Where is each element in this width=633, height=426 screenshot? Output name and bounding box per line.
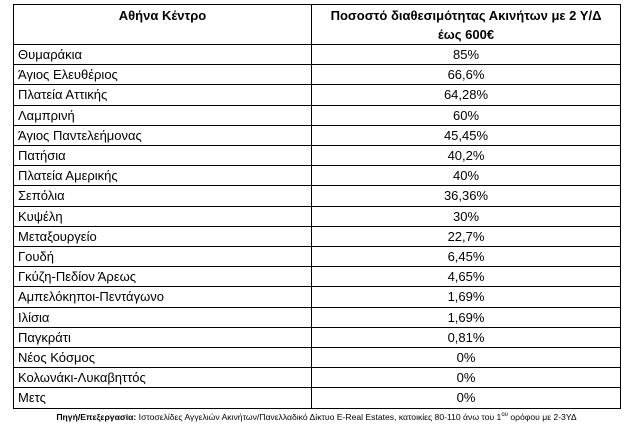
table-row (14, 327, 621, 347)
cell-percentage: 0% (312, 348, 621, 368)
cell-percentage: 0% (312, 388, 621, 408)
cell-percentage: 36,36% (312, 186, 621, 206)
cell-area: Άγιος Ελευθέριος (14, 65, 312, 85)
availability-table (13, 4, 621, 409)
table-row (14, 125, 621, 145)
table-body (14, 45, 621, 409)
cell-percentage: 30% (312, 206, 621, 226)
cell-percentage: 4,65% (312, 267, 621, 287)
table-row (14, 247, 621, 267)
cell-percentage: 22,7% (312, 226, 621, 246)
table-row (14, 267, 621, 287)
cell-percentage: 85% (312, 45, 621, 65)
cell-percentage: 0% (312, 368, 621, 388)
cell-area: Γουδή (14, 247, 312, 267)
cell-area: Πλατεία Αμερικής (14, 166, 312, 186)
cell-area: Κυψέλη (14, 206, 312, 226)
cell-percentage: 64,28% (312, 85, 621, 105)
table-row (14, 186, 621, 206)
table-header-row (14, 5, 621, 45)
header-percentage: Ποσοστό διαθεσιμότητας Ακινήτων με 2 Υ/Δ έως 600€ (312, 5, 621, 45)
source-note (13, 412, 620, 423)
cell-area: Πλατεία Αττικής (14, 85, 312, 105)
table-row (14, 368, 621, 388)
table-row (14, 348, 621, 368)
cell-percentage: 6,45% (312, 247, 621, 267)
cell-area: Αμπελόκηποι-Πεντάγωνο (14, 287, 312, 307)
cell-area: Μεταξουργείο (14, 226, 312, 246)
source-label: Πηγή/Επεξεργασία: (56, 411, 137, 422)
table-row (14, 65, 621, 85)
cell-area: Θυμαράκια (14, 45, 312, 65)
cell-area: Γκύζη-Πεδίον Άρεως (14, 267, 312, 287)
cell-percentage: 0,81% (312, 327, 621, 347)
cell-percentage: 40,2% (312, 146, 621, 166)
cell-percentage: 1,69% (312, 287, 621, 307)
table-row (14, 206, 621, 226)
document (13, 4, 620, 423)
cell-percentage: 40% (312, 166, 621, 186)
table-row (14, 146, 621, 166)
cell-area: Πατήσια (14, 146, 312, 166)
cell-area: Νέος Κόσμος (14, 348, 312, 368)
source-superscript: ου (501, 411, 508, 418)
table-row (14, 45, 621, 65)
table-row (14, 307, 621, 327)
header-area: Αθήνα Κέντρο (14, 5, 312, 45)
table-row (14, 226, 621, 246)
cell-area: Σεπόλια (14, 186, 312, 206)
table-row (14, 85, 621, 105)
cell-percentage: 60% (312, 105, 621, 125)
cell-area: Μετς (14, 388, 312, 408)
source-text-end: ορόφου με 2-3ΥΔ (507, 411, 577, 422)
table-row (14, 287, 621, 307)
cell-area: Ιλίσια (14, 307, 312, 327)
cell-area: Άγιος Παντελεήμονας (14, 125, 312, 145)
cell-area: Λαμπρινή (14, 105, 312, 125)
source-text: Ιστοσελίδες Αγγελιών Ακινήτων/Πανελλαδικό Δίκτυο E-Real Estates, κατοικίες 80-110 άνω του 1 (136, 411, 502, 422)
cell-percentage: 45,45% (312, 125, 621, 145)
cell-percentage: 66,6% (312, 65, 621, 85)
table-row (14, 388, 621, 408)
cell-area: Κολωνάκι-Λυκαβηττός (14, 368, 312, 388)
table-row (14, 105, 621, 125)
cell-percentage: 1,69% (312, 307, 621, 327)
cell-area: Παγκράτι (14, 327, 312, 347)
table-row (14, 166, 621, 186)
